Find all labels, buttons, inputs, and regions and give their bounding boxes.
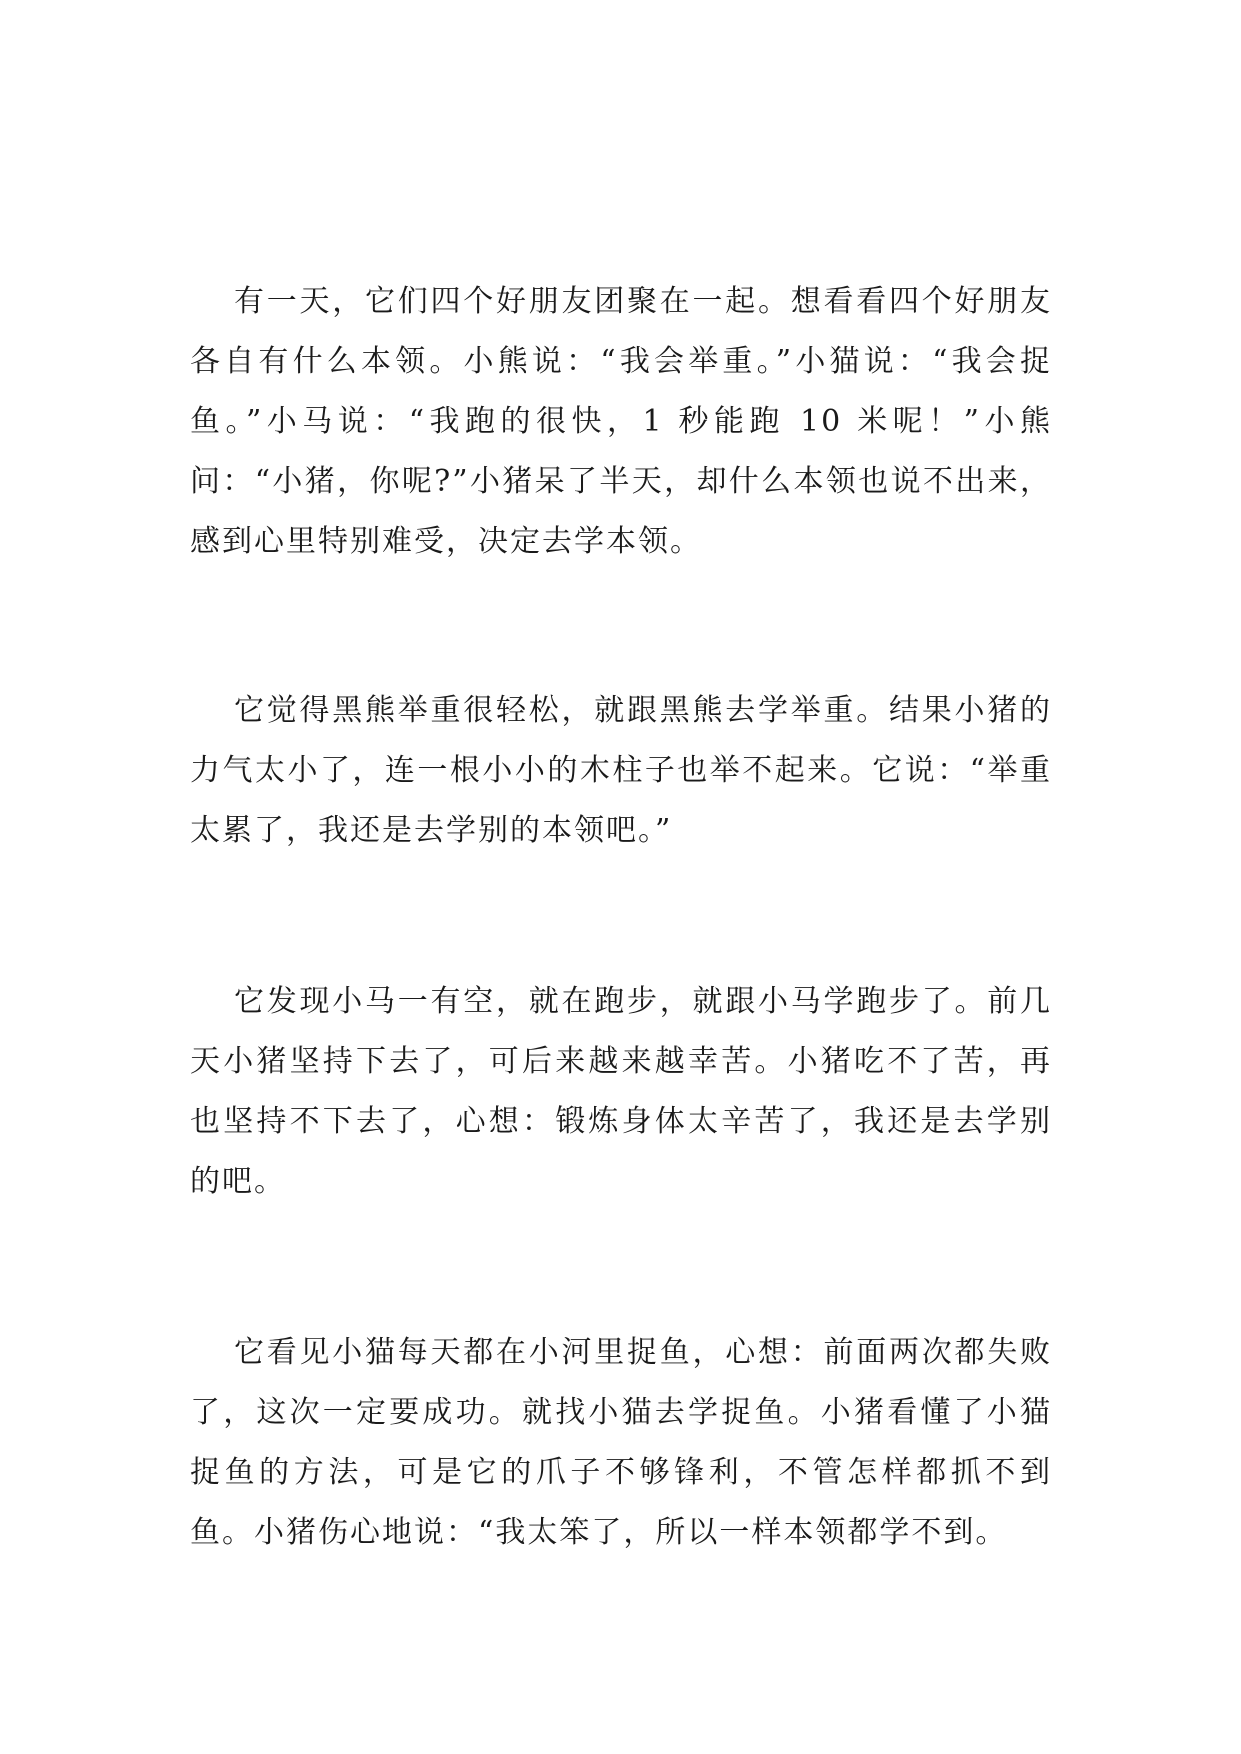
paragraph-3: 它发现小马一有空，就在跑步，就跟小马学跑步了。前几天小猪坚持下去了，可后来越来越幸苦。小猪吃不了苦，再也坚持不下去了，心想：锻炼身体太辛苦了，我还是去学别的吧。 [190, 984, 1052, 1199]
paragraph-1: 有一天，它们四个好朋友团聚在一起。想看看四个好朋友各自有什么本领。小熊说：“我会举重。”小猫说：“我会捉鱼。”小马说：“我跑的很快，1 秒能跑 10 米呢！”小熊问：“小猪，你呢?”小猪呆了半天，却什么本领也说不出来，感到心里特别难受，决定去学本领。 [190, 284, 1052, 559]
paragraph-2: 它觉得黑熊举重很轻松，就跟黑熊去学举重。结果小猪的力气太小了，连一根小小的木柱子也举不起来。它说：“举重太累了，我还是去学别的本领吧。” [190, 693, 1052, 848]
paragraph-4: 它看见小猫每天都在小河里捉鱼，心想：前面两次都失败了，这次一定要成功。就找小猫去学捉鱼。小猪看懂了小猫捉鱼的方法，可是它的爪子不够锋利，不管怎样都抓不到鱼。小猪伤心地说：“我太笨了，所以一样本领都学不到。 [190, 1335, 1052, 1550]
